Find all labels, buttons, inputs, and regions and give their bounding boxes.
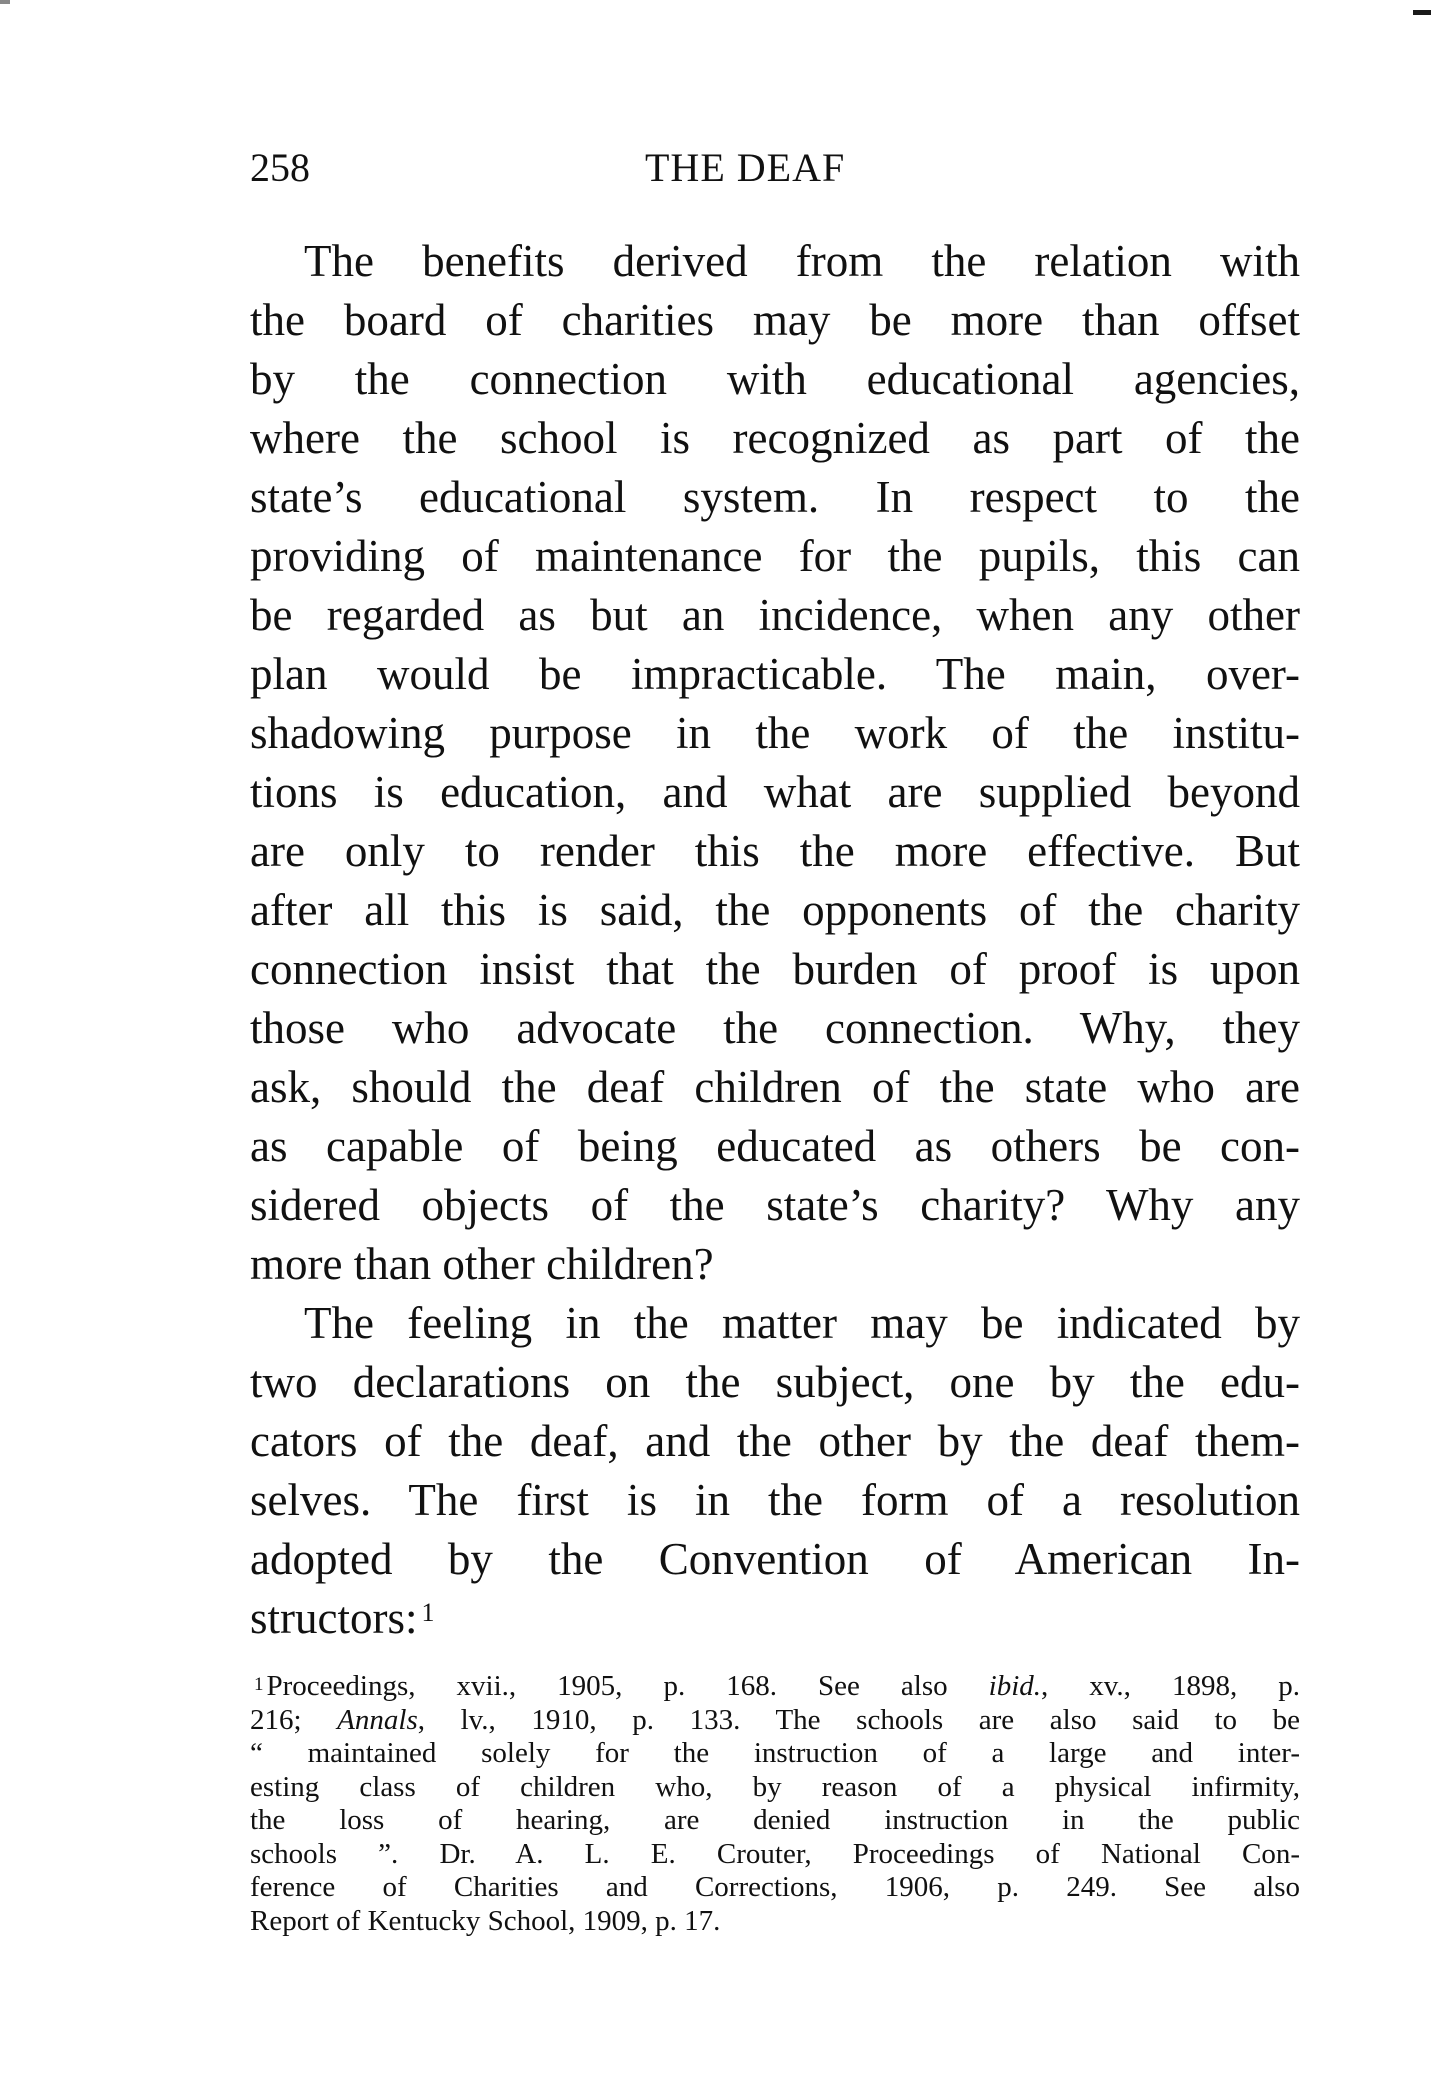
- footnote: [250, 1670, 1300, 1938]
- text-line: where the school is recognized as part of the: [250, 413, 1300, 463]
- text-line: selves. The first is in the form of a resolution: [250, 1475, 1300, 1525]
- text-line: sidered objects of the state’s charity? Why any: [250, 1180, 1300, 1230]
- text-line: plan would be impracticable. The main, over-: [250, 649, 1300, 699]
- footnote-line: [250, 1670, 1300, 1704]
- footnote-line: Report of Kentucky School, 1909, p. 17.: [250, 1904, 721, 1937]
- footnote-marker: 1: [254, 1674, 264, 1695]
- text-line: the board of charities may be more than offset: [250, 295, 1300, 345]
- footnote-text: , xv., 1898, p.: [1041, 1670, 1300, 1702]
- text-line: those who advocate the connection. Why, they: [250, 1003, 1300, 1053]
- body-text: [250, 232, 1300, 1648]
- footnote-citation-italic: ibid.: [988, 1670, 1042, 1702]
- text-line: providing of maintenance for the pupils, this can: [250, 531, 1300, 581]
- running-head: [250, 138, 1300, 198]
- footnote-line: “ maintained solely for the instruction of a large and inter-: [250, 1737, 1300, 1769]
- scan-artifact: [1413, 10, 1431, 15]
- footnote-citation-italic: Annals: [337, 1703, 418, 1736]
- text-line: The feeling in the matter may be indicated by: [304, 1298, 1300, 1348]
- text-line: cators of the deaf, and the other by the deaf them-: [250, 1416, 1300, 1466]
- text-line: ask, should the deaf children of the state who are: [250, 1062, 1300, 1112]
- text-line: be regarded as but an incidence, when any other: [250, 590, 1300, 640]
- text-line: as capable of being educated as others be con-: [250, 1121, 1300, 1171]
- text-line: shadowing purpose in the work of the institu-: [250, 708, 1300, 758]
- text-line: tions is education, and what are supplied beyond: [250, 767, 1300, 817]
- footnote-line: the loss of hearing, are denied instruction in the public: [250, 1804, 1300, 1836]
- text-line: are only to render this the more effective. But: [250, 826, 1300, 876]
- text-line: after all this is said, the opponents of the charity: [250, 885, 1300, 935]
- footnote-line: ference of Charities and Corrections, 1906, p. 249. See also: [250, 1871, 1300, 1903]
- footnote-line: esting class of children who, by reason of a physical infirmity,: [250, 1770, 1300, 1803]
- footnote-text: Proceedings, xvii., 1905, p. 168. See also: [266, 1670, 989, 1702]
- scan-artifact: [0, 0, 10, 4]
- paragraph: [250, 1294, 1300, 1648]
- footnote-line: [250, 1704, 1300, 1738]
- footnote-reference[interactable]: 1: [421, 1598, 435, 1627]
- text-line: connection insist that the burden of proof is upon: [250, 944, 1300, 994]
- text-line: adopted by the Convention of American In-: [250, 1534, 1300, 1584]
- paragraph: [250, 232, 1300, 1294]
- text-line: more than other children?: [250, 1239, 714, 1289]
- text-line: The benefits derived from the relation with: [304, 236, 1300, 286]
- text-line: by the connection with educational agencies,: [250, 354, 1300, 404]
- page-number: 258: [250, 145, 310, 190]
- footnote-line: schools ”. Dr. A. L. E. Crouter, Proceedings of National Con-: [250, 1837, 1300, 1870]
- footnote-text: , lv., 1910, p. 133. The schools are also said to be: [417, 1703, 1300, 1736]
- text-line: two declarations on the subject, one by the edu-: [250, 1357, 1300, 1407]
- text-line: state’s educational system. In respect to the: [250, 472, 1300, 522]
- running-title: THE DEAF: [645, 145, 846, 190]
- text-line: [250, 1589, 1300, 1648]
- text-line-content: structors:: [250, 1593, 418, 1643]
- footnote-text: 216;: [250, 1703, 338, 1736]
